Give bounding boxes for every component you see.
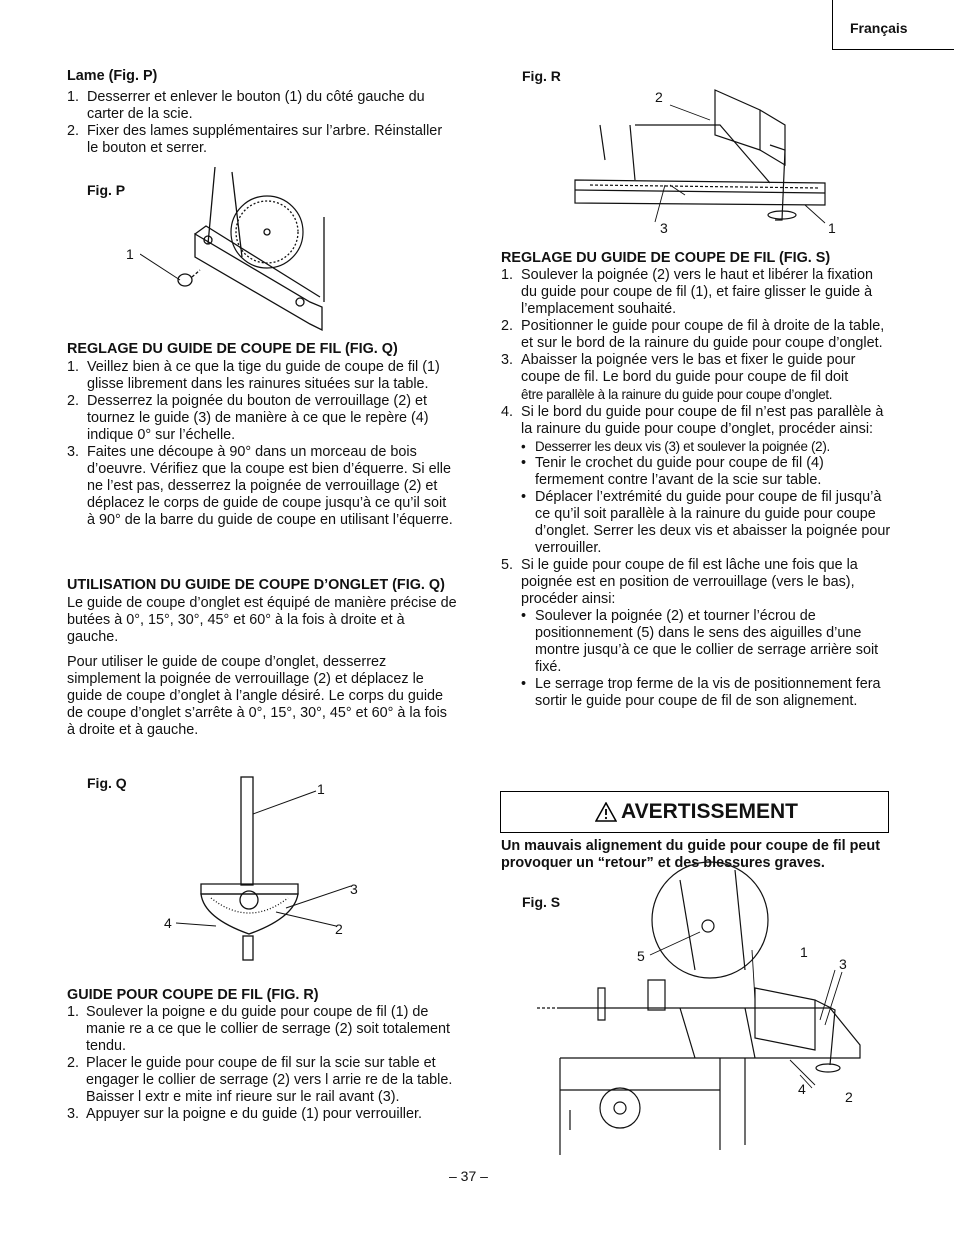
- fig-q-callout: 4: [164, 915, 172, 931]
- rip-fence-q-step: 3. Faites une découpe à 90° dans un morceau de bois d’oeuvre. Vérifiez que la coupe est bien d’équerre. Si elle ne l’est pas, desserrez la poignée de verrouillage (2) et déplacez le corps de guide de coupe jusqu’à ce qu’il soit à 90° de la barre du guide de coupe en utilisant l’équerre.: [67, 444, 453, 528]
- rip-fence-s-bullet: • Desserrer les deux vis (3) et soulever la poignée (2).: [521, 438, 891, 455]
- rip-fence-s-step: 2. Positionner le guide pour coupe de fil à droite de la table, et sur le bord de la rainure du guide pour coupe d’onglet.: [501, 318, 885, 351]
- miter-gauge-section: [67, 577, 457, 739]
- rip-fence-s-section: [501, 250, 891, 710]
- fig-s-callout: 4: [798, 1081, 806, 1097]
- fig-q-callout: 1: [317, 781, 325, 797]
- fig-s-callout: 3: [839, 956, 847, 972]
- fig-p-label: Fig. P: [87, 182, 126, 198]
- rip-fence-s-bullet: • Soulever la poignée (2) et tourner l’écrou de positionnement (5) dans le sens des aiguilles d’une montre jusqu’à ce que le collier de serrage arrière soit fixé.: [521, 608, 891, 676]
- rip-fence-s-step: 1. Soulever la poignée (2) vers le haut et libérer la fixation du guide pour coupe de fil (1), et faire glisser le guide à l’emplacement souhaité.: [501, 267, 873, 317]
- fig-q-illustration: [176, 776, 351, 966]
- fig-s-callout: 5: [637, 948, 645, 964]
- warning-triangle-icon: [595, 802, 617, 822]
- rip-fence-s-step: 5. Si le guide pour coupe de fil est lâche une fois que la poignée est en position de verrouillage (vers le bas), procéder ainsi: • Soulever la poignée (2) et tourner l’écrou de positionnement (5) dans le sens des aiguilles d’une montre jusqu’à ce que le collier de serrage arrière soit fixé. • Le serrage trop ferme de la vis de positionnement fera sortir le guide pour coupe de fil de son alignement.: [501, 557, 891, 710]
- language-label: Français: [850, 20, 908, 36]
- fig-p-callout: 1: [126, 246, 134, 262]
- fig-s-label: Fig. S: [522, 894, 561, 910]
- blade-section: [67, 68, 457, 157]
- warning-text: Un mauvais alignement du guide pour coupe de fil peut provoquer un “retour” et des blessures graves.: [501, 838, 880, 871]
- rip-fence-s-heading: REGLAGE DU GUIDE DE COUPE DE FIL (FIG. S): [501, 250, 831, 266]
- rip-fence-r-section: [67, 987, 457, 1123]
- rip-fence-s-bullet: • Déplacer l’extrémité du guide pour coupe de fil jusqu’à ce qu’il soit parallèle à la rainure du guide pour coupe d’onglet. Serrer les deux vis et abaisser la poignée pour verrouiller.: [521, 489, 891, 557]
- miter-gauge-para-2: Pour utiliser le guide de coupe d’onglet, desserrez simplement la poignée de verrouillage (2) et déplacez le guide de coupe d’onglet à l’angle désiré. Le corps du guide de coupe d’onglet s’arrête à 0°, 15°, 30°, 45° et 60° à la fois à droite et à gauche.: [67, 654, 447, 738]
- warning-box: [500, 791, 889, 833]
- rip-fence-r-step: 1. Soulever la poigne e du guide pour coupe de fil (1) de manie re a ce que le collier de serrage (2) soit totalement tendu.: [67, 1004, 450, 1054]
- rip-fence-s-step: 3. Abaisser la poignée vers le bas et fixer le guide pour coupe de fil. Le bord du guide pour coupe de fil doit être parallèle à la rainure du guide pour coupe d’onglet.: [501, 352, 856, 402]
- fig-r-illustration: [570, 85, 832, 225]
- fig-s-illustration: [530, 860, 870, 1160]
- language-tab: [832, 0, 954, 50]
- fig-q-callout: 2: [335, 921, 343, 937]
- fig-s-callout: 2: [845, 1089, 853, 1105]
- rip-fence-q-step: 2. Desserrez la poignée du bouton de verrouillage (2) et tournez le guide (3) de manière à ce que le repère (4) indique 0° sur l’échelle.: [67, 393, 429, 443]
- fig-r-callout: 3: [660, 220, 668, 236]
- miter-gauge-heading: UTILISATION DU GUIDE DE COUPE D’ONGLET (FIG. Q): [67, 577, 445, 593]
- fig-r-label: Fig. R: [522, 68, 561, 84]
- rip-fence-q-step: 1. Veillez bien à ce que la tige du guide de coupe de fil (1) glisse librement dans les rainures situées sur la table.: [67, 359, 440, 392]
- rip-fence-r-step: 2. Placer le guide pour coupe de fil sur la scie sur table et engager le collier de serrage (2) vers l arrie re de la table. Baisser l extr e mite inf rieure sur le rail avant (3).: [67, 1055, 453, 1105]
- fig-q-callout: 3: [350, 881, 358, 897]
- rip-fence-r-heading: GUIDE POUR COUPE DE FIL (FIG. R): [67, 987, 319, 1003]
- rip-fence-q-section: [67, 341, 457, 529]
- fig-r-callout: 2: [655, 89, 663, 105]
- rip-fence-r-step: 3. Appuyer sur la poigne e du guide (1) pour verrouiller.: [67, 1106, 422, 1122]
- blade-step: 1. Desserrer et enlever le bouton (1) du côté gauche du carter de la scie.: [67, 89, 425, 122]
- rip-fence-s-bullet: • Le serrage trop ferme de la vis de positionnement fera sortir le guide pour coupe de fil de son alignement.: [521, 676, 891, 710]
- fig-s-callout: 1: [800, 944, 808, 960]
- blade-heading: Lame (Fig. P): [67, 68, 158, 84]
- fig-q-label: Fig. Q: [87, 775, 127, 791]
- warning-title: AVERTISSEMENT: [621, 800, 798, 823]
- blade-step: 2. Fixer des lames supplémentaires sur l’arbre. Réinstaller le bouton et serrer.: [67, 123, 443, 156]
- miter-gauge-para-1: Le guide de coupe d’onglet est équipé de manière précise de butées à 0°, 15°, 30°, 45° et 60° à la fois à droite et à gauche.: [67, 595, 457, 645]
- page-number: – 37 –: [449, 1168, 488, 1184]
- fig-p-illustration: [140, 162, 330, 332]
- rip-fence-s-bullet: • Tenir le crochet du guide pour coupe de fil (4) fermement contre l’avant de la scie sur table.: [521, 455, 891, 489]
- rip-fence-s-step: 4. Si le bord du guide pour coupe de fil n’est pas parallèle à la rainure du guide pour coupe d’onglet, procéder ainsi: • Desserrer les deux vis (3) et soulever la poignée (2). • Tenir le crochet du guide pour coupe de fil (4) fermement contre l’avant de la scie sur table. • Déplacer l’extrémité du guide pour coupe de fil jusqu’à ce qu’il soit parallèle à la rainure du guide pour coupe d’onglet. Serrer les deux vis et abaisser la poignée pour verrouiller.: [501, 404, 891, 557]
- fig-r-callout: 1: [828, 220, 836, 236]
- rip-fence-q-heading: REGLAGE DU GUIDE DE COUPE DE FIL (FIG. Q): [67, 341, 398, 357]
